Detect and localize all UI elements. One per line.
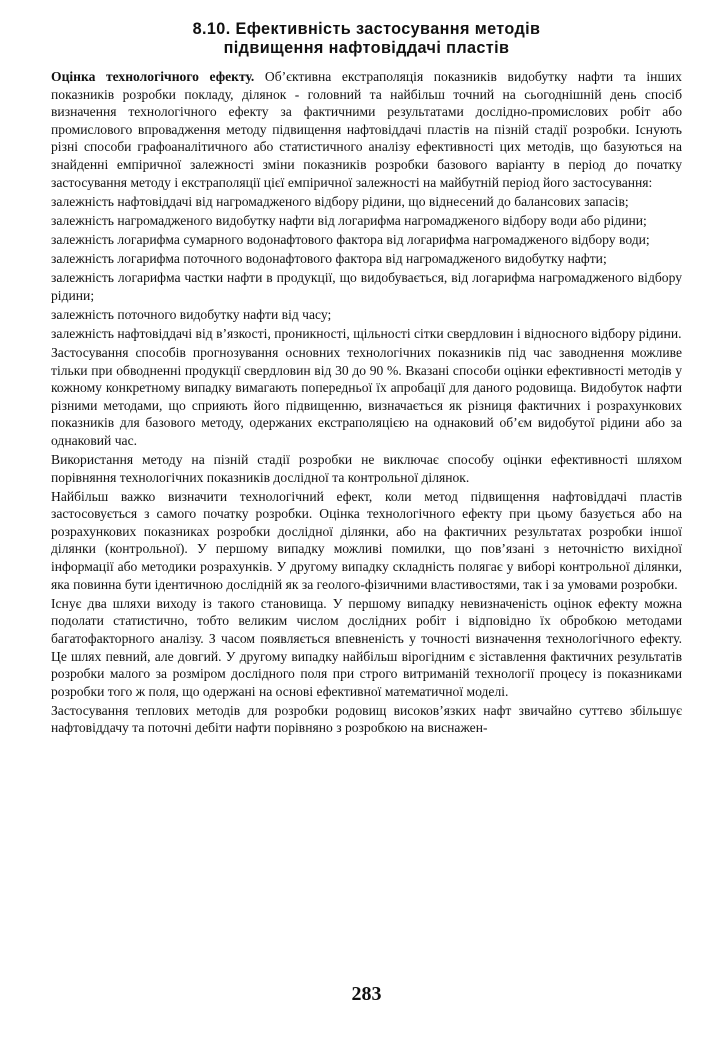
- document-page: [51, 20, 682, 1030]
- paragraph-4: Найбільш важко визначити технологічний ефект, коли метод підвищення нафтовіддачі пластів застосовується з самого початку розробки. Оцінка технологічного ефекту при цьому базується або на розрахункових показниках розробки дослідної ділянки, або на фактичних результатах розробки іншої ділянки (контрольної). У першому випадку можливі помилки, що пов’язані з неточністю вихідної інформації або методики розрахунків. У другому випадку складність полягає у виборі контрольної ділянки, яка повинна бути ідентичною дослідній як за геолого-фізичними властивостями, так і за умовами розробки.: [51, 488, 682, 592]
- list-item-3: залежність логарифма сумарного водонафтового фактора від логарифма нагромадженого відбору води;: [51, 231, 650, 247]
- paragraph-text: Об’єктивна екстраполяція показників видобутку нафти та інших показників розробки покладу, ділянок - головний та найбільш точний на сьогоднішній день спосіб визначення технологічного ефекту за фактичними результатами дослідно-промислових робіт або промислового впровадження методу підвищення нафтовіддачі пластів на пізній стадії розробки. Існують різні способи графоаналітичного або статистичного аналізу ефективності цих методів, що базуються на знайденні емпіричної залежності зміни показників розробки базового варіанту в період до початку застосування методу і екстраполяції цієї емпіричної залежності на майбутній період його застосування:: [51, 69, 682, 190]
- section-heading-line-1: 8.10. Ефективність застосування методів: [192, 20, 541, 38]
- list-item-4: залежність логарифма поточного водонафтового фактора від нагромадженого видобутку нафти;: [51, 250, 607, 266]
- body-text: [51, 68, 682, 737]
- paragraph-lead: Оцінка технологічного ефекту.: [51, 69, 255, 84]
- list-item-7: залежність нафтовіддачі від в’язкості, проникності, щільності сітки свердловин і відносного відбору рідини.: [51, 325, 682, 341]
- page-number: 283: [351, 983, 382, 1005]
- list-item-5: залежність логарифма частки нафти в продукції, що видобувається, від логарифма нагромадженого відбору рідини;: [51, 270, 682, 303]
- list-item-6: залежність поточного видобутку нафти від часу;: [51, 306, 332, 322]
- paragraph-3: Використання методу на пізній стадії розробки не виключає способу оцінки ефективності шляхом порівняння технологічних показників дослідної та контрольної ділянок.: [51, 451, 682, 485]
- paragraph-5: Існує два шляхи виходу із такого становища. У першому випадку невизначеність оцінок ефекту можна подолати статистично, тобто великим числом дослідних робіт і відповідно їх обробкою методами багатофакторного аналізу. З часом появляється впевненість у точності визначення технологічного ефекту. Це шлях певний, але довгий. У другому випадку найбільш вірогідним є зіставлення фактичних результатів розробки малого за розміром дослідного поля при строго витриманій технології процесу із показниками розробки того ж поля, що одержані на основі ефективної математичної моделі.: [51, 595, 682, 699]
- section-heading-line-2: підвищення нафтовіддачі пластів: [223, 39, 510, 57]
- paragraph-6: Застосування теплових методів для розробки родовищ високов’язких нафт звичайно суттєво збільшує нафтовіддачу та поточні дебіти нафти порівняно з розробкою на виснажен-: [51, 702, 682, 736]
- paragraph-1: [51, 68, 682, 191]
- list-item-2: залежність нагромадженого видобутку нафти від логарифма нагромадженого відбору води або рідини;: [51, 212, 647, 228]
- list-item-1: залежність нафтовіддачі від нагромадженого відбору рідини, що віднесений до балансових запасів;: [51, 193, 629, 209]
- paragraph-2: Застосування способів прогнозування основних технологічних показників під час заводнення можливе тільки при обводненні продукції свердловин від 30 до 90 %. Вказані способи оцінки ефективності методів у кожному конкретному випадку вимагають попередньої їх апробації для даного родовища. Видобуток нафти різними методами, що сприяють його підвищенню, визначається як різниця фактичних і розрахункових показників для базового методу, одержаних екстраполяцією на однаковий об’єм видобутої рідини або за однаковий час.: [51, 344, 682, 448]
- section-heading: [51, 20, 682, 58]
